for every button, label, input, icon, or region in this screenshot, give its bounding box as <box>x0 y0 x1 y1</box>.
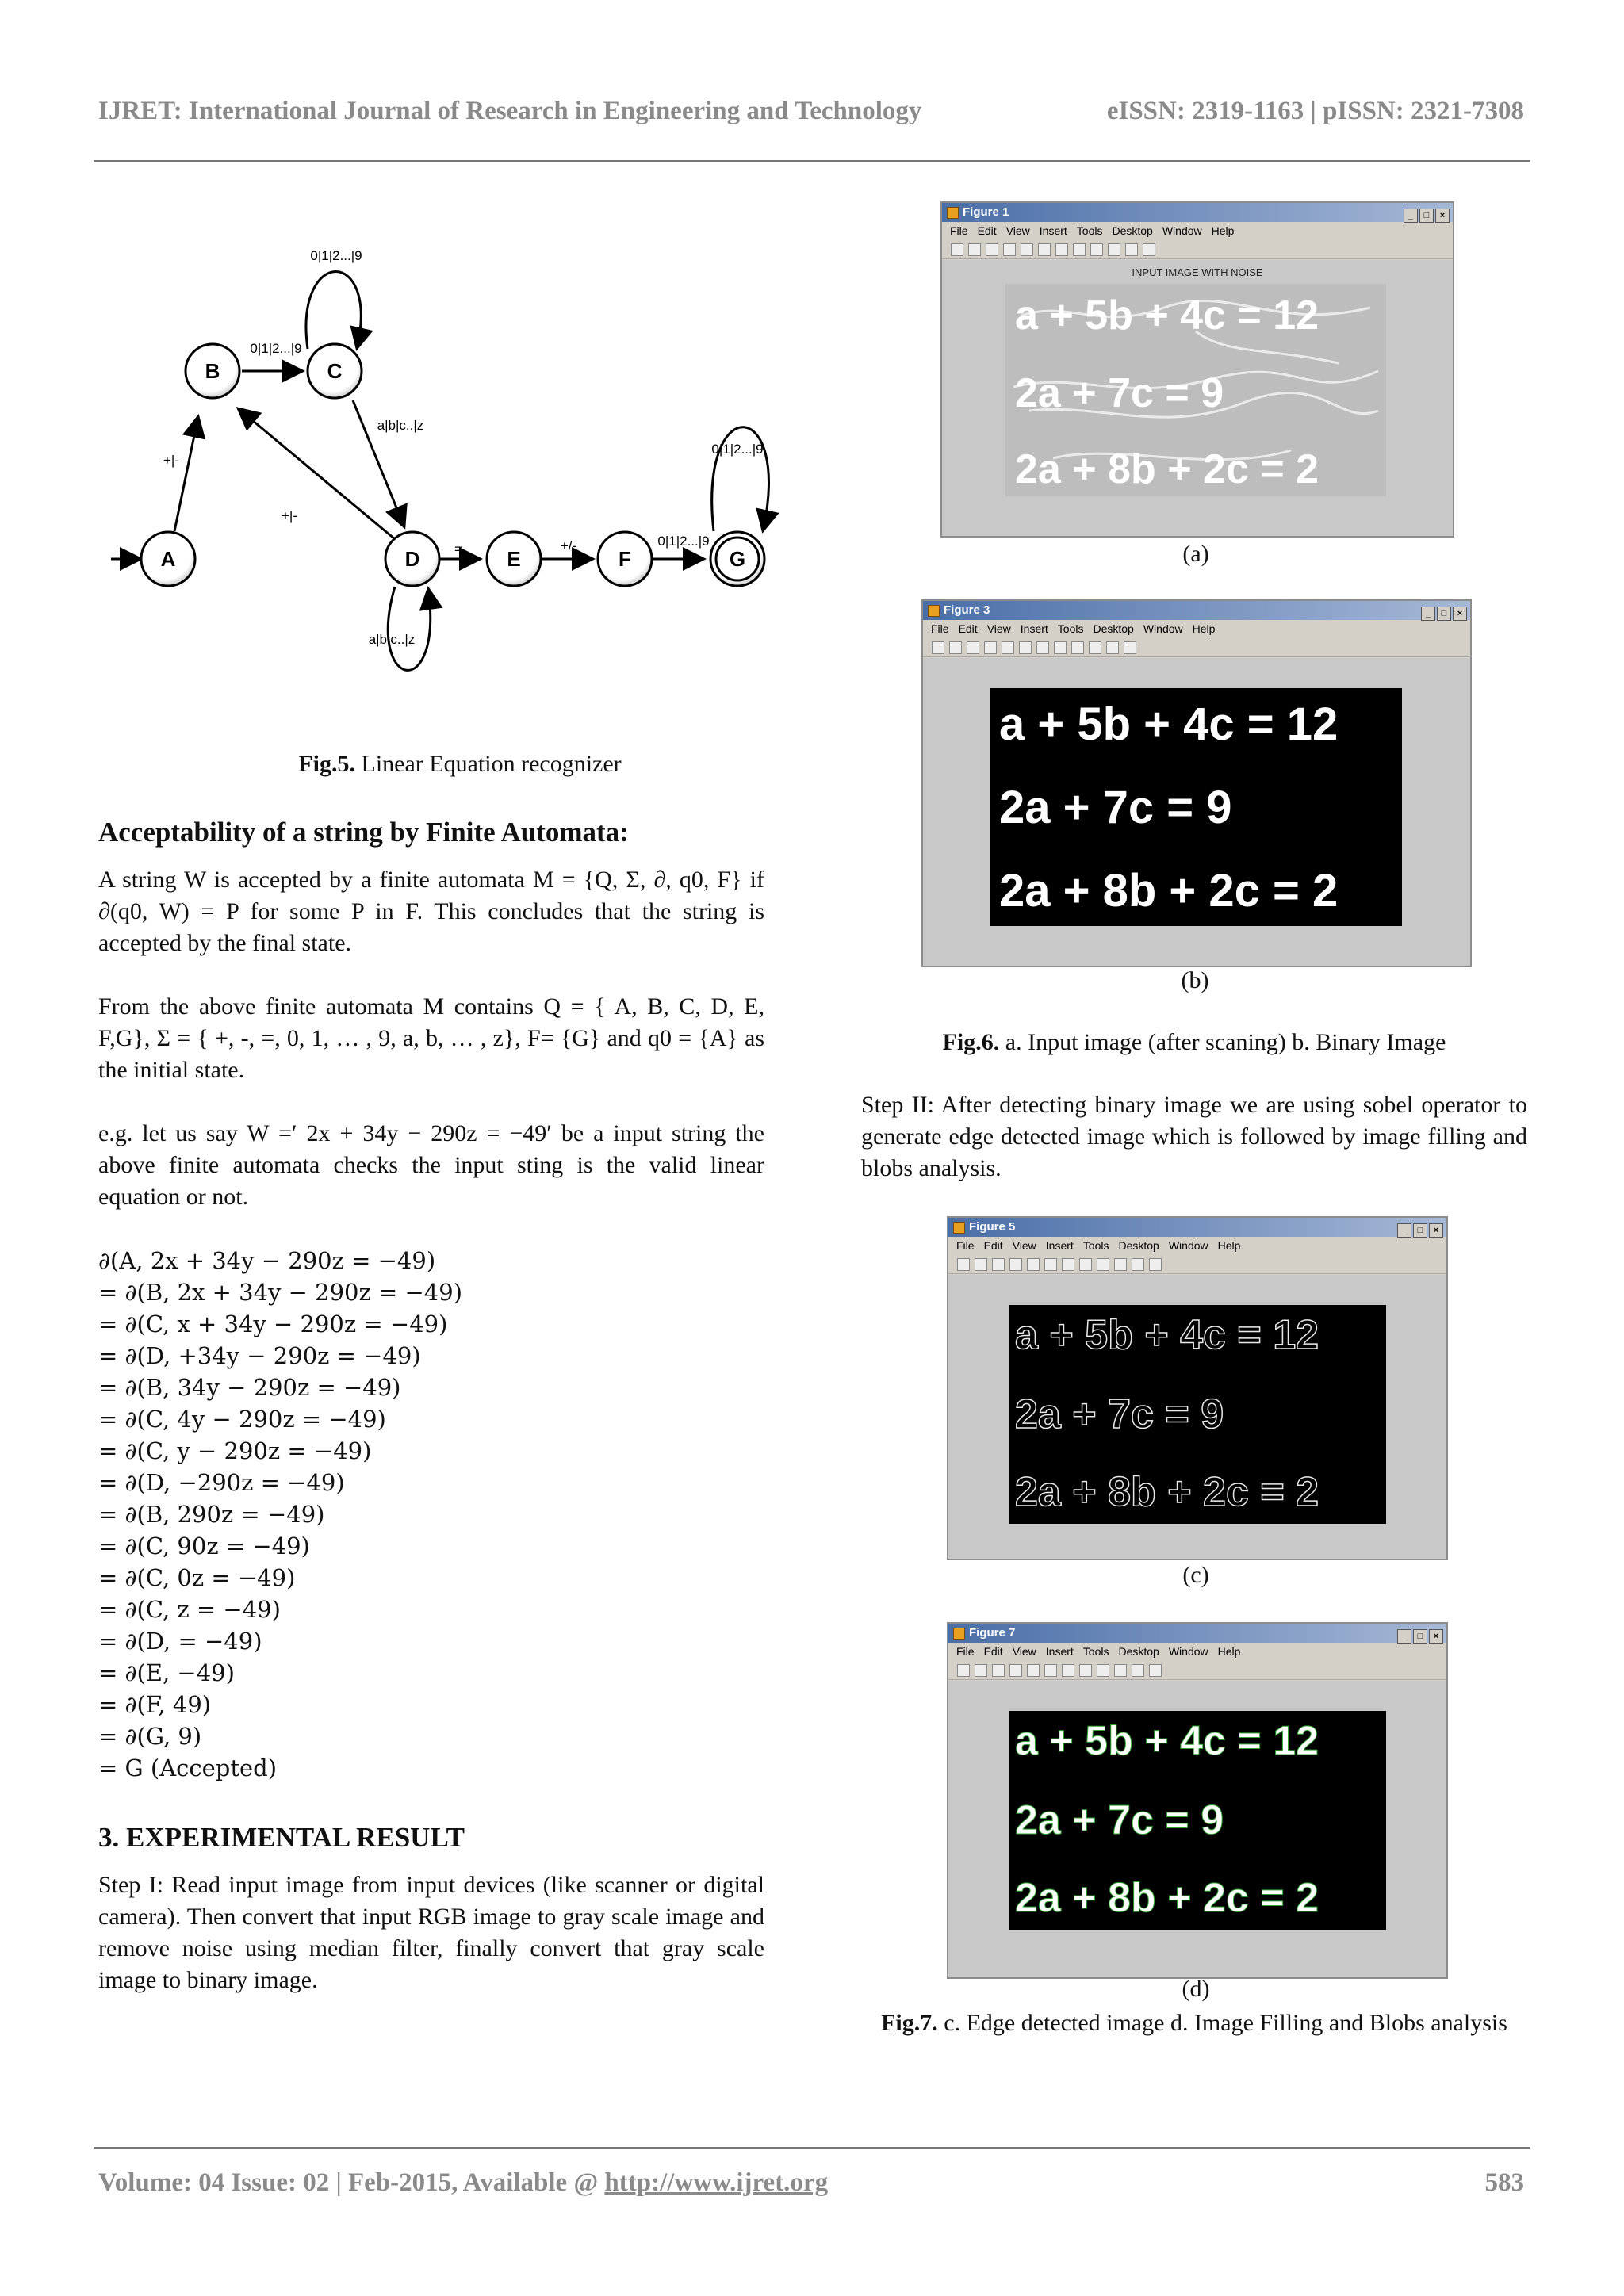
zoom-in-icon[interactable] <box>1044 1664 1057 1677</box>
menu-file[interactable]: File <box>956 1239 975 1252</box>
para-automata: From the above finite automata M contains Q = { A, B, C, D, E, F,G}, Σ = { +, -, =, 0, 1, … , 9, a, b, … , z}, F= {G} and q0 = {A} as the initial state. <box>98 993 764 1083</box>
derivation-line: = G (Accepted) <box>98 1755 278 1781</box>
header-rule <box>94 160 1530 162</box>
toolbar <box>948 1660 1446 1680</box>
equation-line-2: 2a + 7c = 9 <box>1015 1797 1224 1843</box>
state-b: B <box>205 359 220 383</box>
derivation-line: = ∂(C, z = −49) <box>98 1596 281 1623</box>
menu-desktop[interactable]: Desktop <box>1118 1645 1159 1658</box>
open-icon[interactable] <box>949 641 962 654</box>
label-d-e: = <box>454 541 462 557</box>
equation-line-1: a + 5b + 4c = 12 <box>999 698 1339 750</box>
menu-edit[interactable]: Edit <box>983 1645 1003 1658</box>
menu-insert[interactable]: Insert <box>1045 1645 1074 1658</box>
pan-icon[interactable] <box>1073 243 1086 256</box>
legend-icon[interactable] <box>1143 243 1155 256</box>
menu-tools[interactable]: Tools <box>1082 1645 1109 1658</box>
equation-line-2: 2a + 7c = 9 <box>1015 370 1224 416</box>
menu-help[interactable]: Help <box>1192 622 1216 635</box>
maximize-button[interactable]: □ <box>1413 1223 1427 1238</box>
derivation-line: = ∂(C, 90z = −49) <box>98 1533 310 1559</box>
derivation-line: ∂(A, 2x + 34y − 290z = −49) <box>98 1247 436 1274</box>
binary-image <box>990 688 1402 926</box>
rotate-icon[interactable] <box>1090 243 1103 256</box>
datacursor-icon[interactable] <box>1108 243 1120 256</box>
equation-line-3: 2a + 8b + 2c = 2 <box>999 865 1339 916</box>
equation-line-2: 2a + 7c = 9 <box>999 782 1232 833</box>
print-icon[interactable] <box>1009 1258 1022 1271</box>
label-f-g: 0|1|2...|9 <box>657 534 710 549</box>
menu-view[interactable]: View <box>1012 1645 1036 1658</box>
pointer-icon[interactable] <box>1021 243 1033 256</box>
window-titlebar: Figure 5 _ □ × <box>948 1218 1446 1237</box>
pointer-icon[interactable] <box>1002 641 1014 654</box>
zoom-in-icon[interactable] <box>1038 243 1051 256</box>
maximize-button[interactable]: □ <box>1413 1629 1427 1644</box>
menu-help[interactable]: Help <box>1217 1239 1241 1252</box>
new-icon[interactable] <box>932 641 944 654</box>
print-icon[interactable] <box>1003 243 1016 256</box>
datacursor-icon[interactable] <box>1114 1664 1127 1677</box>
equation-line-3: 2a + 8b + 2c = 2 <box>1015 1875 1320 1921</box>
datacursor-icon[interactable] <box>1114 1258 1127 1271</box>
derivation-line: = ∂(D, = −49) <box>98 1628 262 1655</box>
derivation-line: = ∂(E, −49) <box>98 1659 235 1686</box>
derivation-line: = ∂(C, x + 34y − 290z = −49) <box>98 1311 448 1337</box>
equation-line-3: 2a + 8b + 2c = 2 <box>1015 1469 1320 1515</box>
pan-icon[interactable] <box>1079 1258 1092 1271</box>
caption-b: (b) <box>1181 967 1209 993</box>
label-a-b: +|- <box>163 453 180 468</box>
rotate-icon[interactable] <box>1097 1258 1109 1271</box>
legend-icon[interactable] <box>1149 1664 1162 1677</box>
caption-d: (d) <box>1182 1976 1210 2002</box>
toolbar <box>948 1254 1446 1274</box>
menu-edit[interactable]: Edit <box>977 224 997 237</box>
state-c: C <box>327 359 343 383</box>
close-button[interactable]: × <box>1435 209 1450 223</box>
zoom-out-icon[interactable] <box>1062 1258 1074 1271</box>
new-icon[interactable] <box>957 1664 970 1677</box>
menu-file[interactable]: File <box>950 224 968 237</box>
automata-diagram <box>95 198 825 721</box>
datacursor-icon[interactable] <box>1089 641 1101 654</box>
close-button[interactable]: × <box>1429 1629 1443 1644</box>
toolbar <box>923 637 1470 657</box>
label-c-d: a|b|c..|z <box>377 418 424 433</box>
menu-window[interactable]: Window <box>1168 1645 1208 1658</box>
rotate-icon[interactable] <box>1097 1664 1109 1677</box>
equation-line-3: 2a + 8b + 2c = 2 <box>1015 446 1320 492</box>
pointer-icon[interactable] <box>1027 1258 1040 1271</box>
equation-line-1: a + 5b + 4c = 12 <box>1015 1312 1320 1358</box>
menu-insert[interactable]: Insert <box>1045 1239 1074 1252</box>
footer-volume: Volume: 04 Issue: 02 | Feb-2015, Available @ http://www.ijret.org <box>98 2168 829 2197</box>
figure-window-a <box>940 201 1454 538</box>
menu-insert[interactable]: Insert <box>1020 622 1048 635</box>
close-button[interactable]: × <box>1453 607 1467 621</box>
minimize-button[interactable]: _ <box>1421 607 1435 621</box>
menu-bar <box>942 222 1453 239</box>
label-e-f: +/- <box>560 538 577 553</box>
menu-desktop[interactable]: Desktop <box>1093 622 1134 635</box>
close-button[interactable]: × <box>1429 1223 1443 1238</box>
menu-insert[interactable]: Insert <box>1039 224 1067 237</box>
menu-help[interactable]: Help <box>1211 224 1235 237</box>
new-icon[interactable] <box>957 1258 970 1271</box>
zoom-out-icon[interactable] <box>1062 1664 1074 1677</box>
journal-title: IJRET: International Journal of Research in Engineering and Technology <box>98 97 922 125</box>
derivation-line: = ∂(D, −290z = −49) <box>98 1469 345 1496</box>
derivation-line: = ∂(B, 290z = −49) <box>98 1501 325 1528</box>
menu-window[interactable]: Window <box>1168 1239 1208 1252</box>
menu-bar <box>923 620 1470 637</box>
minimize-button[interactable]: _ <box>1404 209 1418 223</box>
label-d-loop: a|b|c..|z <box>368 632 416 647</box>
legend-icon[interactable] <box>1149 1258 1162 1271</box>
para-step2: Step II: After detecting binary image we are using sobel operator to generate edge detected image which is followed by image filling and blobs analysis. <box>861 1092 1527 1181</box>
figure-window-c <box>947 1216 1448 1560</box>
new-icon[interactable] <box>951 243 963 256</box>
derivation-line: = ∂(C, 0z = −49) <box>98 1564 296 1591</box>
menu-window[interactable]: Window <box>1143 622 1183 635</box>
menu-tools[interactable]: Tools <box>1082 1239 1109 1252</box>
zoom-out-icon[interactable] <box>1055 243 1068 256</box>
pan-icon[interactable] <box>1079 1664 1092 1677</box>
label-d-b: +|- <box>281 508 298 523</box>
pointer-icon[interactable] <box>1027 1664 1040 1677</box>
menu-help[interactable]: Help <box>1217 1645 1241 1658</box>
open-icon[interactable] <box>975 1258 987 1271</box>
fig5-caption: Fig.5. Linear Equation recognizer <box>298 751 622 777</box>
noisy-input-image <box>1005 284 1386 496</box>
menu-bar <box>948 1237 1446 1254</box>
pan-icon[interactable] <box>1054 641 1067 654</box>
zoom-in-icon[interactable] <box>1019 641 1032 654</box>
footer-rule <box>94 2147 1530 2149</box>
colorbar-icon[interactable] <box>1132 1258 1144 1271</box>
window-titlebar: Figure 1 _ □ × <box>942 203 1453 222</box>
derivation-line: = ∂(B, 2x + 34y − 290z = −49) <box>98 1279 463 1306</box>
zoom-out-icon[interactable] <box>1036 641 1049 654</box>
plot-title: INPUT IMAGE WITH NOISE <box>1132 266 1263 278</box>
menu-file[interactable]: File <box>931 622 949 635</box>
menu-tools[interactable]: Tools <box>1076 224 1103 237</box>
menu-edit[interactable]: Edit <box>958 622 978 635</box>
window-titlebar: Figure 3 _ □ × <box>923 601 1470 620</box>
footer-link[interactable]: http://www.ijret.org <box>604 2168 829 2197</box>
maximize-button[interactable]: □ <box>1419 209 1434 223</box>
label-b-c: 0|1|2...|9 <box>250 341 302 356</box>
minimize-button[interactable]: _ <box>1397 1629 1411 1644</box>
save-icon[interactable] <box>967 641 979 654</box>
save-icon[interactable] <box>992 1258 1005 1271</box>
para-acceptability: A string W is accepted by a finite automata M = {Q, Σ, ∂, q0, F} if ∂(q0, W) = P for some P in F. This concludes that the string is accepted by the final state. <box>98 867 764 956</box>
state-e: E <box>507 547 521 571</box>
open-icon[interactable] <box>968 243 981 256</box>
figure-window-b <box>921 599 1472 967</box>
zoom-in-icon[interactable] <box>1044 1258 1057 1271</box>
caption-a: (a) <box>1182 541 1209 567</box>
edge-detected-image <box>1009 1305 1386 1524</box>
derivation-line: = ∂(B, 34y − 290z = −49) <box>98 1374 401 1401</box>
menu-bar <box>948 1643 1446 1660</box>
issn: eISSN: 2319-1163 | pISSN: 2321-7308 <box>1106 97 1524 125</box>
menu-file[interactable]: File <box>956 1645 975 1658</box>
menu-view[interactable]: View <box>1012 1239 1036 1252</box>
matlab-icon <box>928 605 940 617</box>
matlab-icon <box>953 1222 965 1234</box>
menu-tools[interactable]: Tools <box>1057 622 1084 635</box>
matlab-icon <box>947 207 959 219</box>
menu-edit[interactable]: Edit <box>983 1239 1003 1252</box>
derivation-line: = ∂(D, +34y − 290z = −49) <box>98 1342 421 1369</box>
fig6-caption: Fig.6. a. Input image (after scaning) b. Binary Image <box>942 1029 1446 1055</box>
derivation-line: = ∂(G, 9) <box>98 1723 202 1750</box>
colorbar-icon[interactable] <box>1132 1664 1144 1677</box>
state-d: D <box>404 547 420 571</box>
menu-view[interactable]: View <box>1005 224 1030 237</box>
state-a: A <box>160 547 176 571</box>
para-step1: Step I: Read input image from input devices (like scanner or digital camera). Then convert that input RGB image to gray scale image and remove noise using median filter, finally convert that gray scale image to binary image. <box>98 1872 764 1993</box>
matlab-icon <box>953 1628 965 1640</box>
menu-window[interactable]: Window <box>1162 224 1202 237</box>
label-g-loop: 0|1|2...|9 <box>711 442 764 457</box>
rotate-icon[interactable] <box>1071 641 1084 654</box>
save-icon[interactable] <box>992 1664 1005 1677</box>
print-icon[interactable] <box>1009 1664 1022 1677</box>
para-example: e.g. let us say W =′ 2x + 34y − 290z = −49′ be a input string the above finite automata checks the input sting is the valid linear equation or not. <box>98 1120 764 1210</box>
fig7-caption: Fig.7. c. Edge detected image d. Image Filling and Blobs analysis <box>881 2010 1507 2036</box>
state-f: F <box>619 547 631 571</box>
print-icon[interactable] <box>984 641 997 654</box>
menu-desktop[interactable]: Desktop <box>1118 1239 1159 1252</box>
figure-window-d <box>947 1622 1448 1979</box>
maximize-button[interactable]: □ <box>1437 607 1451 621</box>
derivation <box>98 1245 764 1784</box>
menu-view[interactable]: View <box>986 622 1011 635</box>
label-c-loop: 0|1|2...|9 <box>310 248 362 263</box>
equation-line-1: a + 5b + 4c = 12 <box>1015 293 1320 339</box>
blob-analysis-image <box>1009 1711 1386 1930</box>
state-g: G <box>729 547 746 571</box>
derivation-line: = ∂(C, 4y − 290z = −49) <box>98 1406 386 1433</box>
colorbar-icon[interactable] <box>1106 641 1119 654</box>
window-titlebar: Figure 7 _ □ × <box>948 1624 1446 1643</box>
minimize-button[interactable]: _ <box>1397 1223 1411 1238</box>
section3-heading: 3. EXPERIMENTAL RESULT <box>98 1822 465 1853</box>
section-heading: Acceptability of a string by Finite Automata: <box>98 817 629 848</box>
derivation-line: = ∂(F, 49) <box>98 1691 212 1718</box>
equation-line-1: a + 5b + 4c = 12 <box>1015 1718 1320 1764</box>
equation-line-2: 2a + 7c = 9 <box>1015 1391 1224 1437</box>
derivation-line: = ∂(C, y − 290z = −49) <box>98 1437 372 1464</box>
caption-c: (c) <box>1182 1562 1209 1588</box>
page-number: 583 <box>1484 2168 1524 2197</box>
toolbar <box>942 239 1453 259</box>
menu-desktop[interactable]: Desktop <box>1112 224 1153 237</box>
open-icon[interactable] <box>975 1664 987 1677</box>
legend-icon[interactable] <box>1124 641 1136 654</box>
save-icon[interactable] <box>986 243 998 256</box>
colorbar-icon[interactable] <box>1125 243 1138 256</box>
